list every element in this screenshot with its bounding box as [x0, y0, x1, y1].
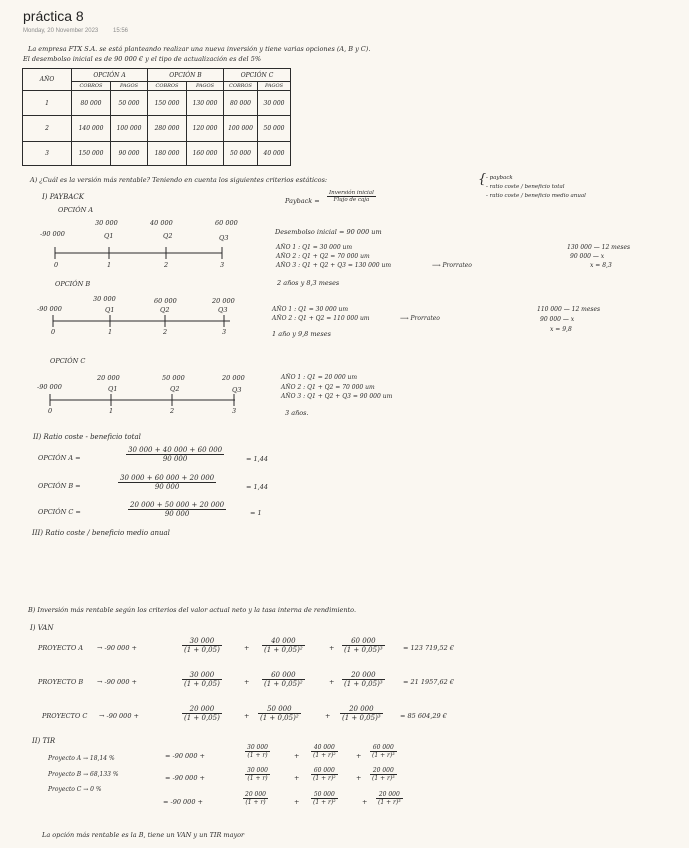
van-term: 30 000 (1 + 0,05)	[184, 637, 220, 654]
prorrateo-arrow: ⟶ Prorrateo	[400, 315, 440, 322]
ratio-result: = 1,44	[246, 483, 268, 491]
tir-term: 50 000 (1 + r)²	[313, 791, 336, 806]
van-term: 20 000 (1 + 0,05)³	[344, 671, 383, 688]
intro-line-1: La empresa FTX S.A. se está planteando realizar una nueva inversión y tiene varias opciones (A, B y C).	[28, 45, 371, 53]
van-result: = 123 719,52 €	[403, 644, 454, 652]
plus-sign: +	[356, 752, 362, 760]
table-subheader: PAGOS	[187, 82, 224, 91]
plus-sign: +	[325, 712, 331, 720]
table-cell: 1	[23, 91, 72, 116]
criteria-item: - ratio coste / beneficio total	[486, 184, 565, 190]
timeline-flow: 20 000	[222, 374, 245, 382]
prorrateo-arrow: ⟶ Prorrateo	[432, 262, 472, 269]
timeline-tick: 1	[108, 328, 113, 336]
table-subheader: COBROS	[224, 82, 258, 91]
timeline-flow: 50 000	[162, 374, 185, 382]
table-option-header: OPCIÓN A	[72, 69, 148, 82]
timeline-flow: 30 000	[93, 295, 116, 303]
page-date: Monday, 20 November 2023	[23, 28, 99, 34]
calc-line: AÑO 1 : Q1 = 30 000 um	[276, 244, 353, 251]
table-cell: 80 000	[224, 91, 258, 116]
payback-formula-label: Payback =	[285, 197, 320, 205]
timeline-tick: 2	[163, 328, 168, 336]
van-label: PROYECTO B	[38, 678, 84, 686]
page-title: práctica 8	[23, 8, 84, 24]
timeline-flow: 20 000	[212, 297, 235, 305]
plus-sign: +	[294, 774, 300, 782]
timeline-flow: 60 000	[215, 219, 238, 227]
timeline-start: -90 000	[40, 230, 65, 238]
plus-sign: +	[294, 798, 300, 806]
timeline-tick: 3	[232, 407, 237, 415]
table-cell: 50 000	[258, 116, 291, 142]
tir-prefix: = -90 000 +	[165, 774, 205, 782]
intro-line-2: El desembolso inicial es de 90 000 € y el tipo de actualización es del 5%	[23, 55, 262, 63]
table-cell: 3	[23, 142, 72, 166]
table-cell: 150 000	[72, 142, 111, 166]
table-subheader: COBROS	[148, 82, 187, 91]
table-cell: 160 000	[187, 142, 224, 166]
timeline-tick: 2	[170, 407, 175, 415]
timeline-q: Q3	[232, 386, 242, 394]
table-subheader: COBROS	[72, 82, 111, 91]
table-cell: 100 000	[111, 116, 148, 142]
timeline-flow: 40 000	[150, 219, 173, 227]
plus-sign: +	[329, 678, 335, 686]
van-term: 30 000 (1 + 0,05)	[184, 671, 220, 688]
plus-sign: +	[362, 798, 368, 806]
table-row	[23, 116, 291, 142]
ratio-total-heading: II) Ratio coste - beneficio total	[33, 433, 141, 441]
timeline-b	[48, 314, 234, 328]
plus-sign: +	[244, 678, 250, 686]
table-cell: 130 000	[187, 91, 224, 116]
timeline-c	[45, 393, 239, 407]
plus-sign: +	[329, 644, 335, 652]
question-a: A) ¿Cuál es la versión más rentable? Teniendo en cuenta los siguientes criterios estáticos:	[30, 176, 328, 184]
timeline-start: -90 000	[37, 383, 62, 391]
ratio-result: = 1	[250, 509, 262, 517]
ratio-label: OPCIÓN C =	[38, 508, 81, 516]
plus-sign: +	[244, 712, 250, 720]
prorrateo-line: 90 000 — x	[570, 253, 605, 260]
option-b-label: OPCIÓN B	[55, 280, 91, 288]
plus-sign: +	[294, 752, 300, 760]
ratio-result: = 1,44	[246, 455, 268, 463]
table-cell: 280 000	[148, 116, 187, 142]
page-time: 15:56	[113, 28, 129, 34]
van-label: PROYECTO A	[38, 644, 84, 652]
tir-label: Proyecto B → 68,133 %	[48, 771, 119, 778]
calc-line: AÑO 1 : Q1 = 30 000 um	[272, 306, 349, 313]
timeline-flow: 20 000	[97, 374, 120, 382]
calc-line: AÑO 3 : Q1 + Q2 + Q3 = 130 000 um	[276, 262, 392, 269]
table-subheader: PAGOS	[258, 82, 291, 91]
criteria-item: - ratio coste / beneficio medio anual	[486, 193, 586, 199]
table-cell: 100 000	[224, 116, 258, 142]
calc-line: AÑO 2 : Q1 + Q2 = 70 000 um	[281, 384, 375, 391]
calc-line: AÑO 1 : Q1 = 20 000 um	[281, 374, 358, 381]
payback-formula: Inversión inicial Flujo de caja	[329, 190, 374, 203]
table-option-header: OPCIÓN B	[148, 69, 224, 82]
van-term: 60 000 (1 + 0,05)²	[264, 671, 303, 688]
timeline-q: Q1	[108, 385, 118, 393]
table-subheader: PAGOS	[111, 82, 148, 91]
timeline-q: Q2	[160, 306, 170, 314]
criteria-brace: {	[478, 172, 487, 187]
tir-label: Proyecto A → 18,14 %	[48, 755, 115, 762]
van-label: PROYECTO C	[42, 712, 88, 720]
timeline-q: Q1	[104, 232, 114, 240]
payback-heading: I) PAYBACK	[42, 193, 84, 201]
van-term: 20 000 (1 + 0,05)³	[342, 705, 381, 722]
van-prefix: → -90 000 +	[97, 678, 137, 686]
timeline-flow: 30 000	[95, 219, 118, 227]
table-row	[23, 142, 291, 166]
timeline-q: Q2	[163, 232, 173, 240]
tir-term: 20 000 (1 + r)³	[372, 767, 395, 782]
ratio-fraction: 30 000 + 60 000 + 20 000 90 000	[120, 474, 215, 491]
timeline-q: Q1	[105, 306, 115, 314]
van-heading: I) VAN	[30, 624, 54, 632]
van-result: = 85 604,29 €	[400, 712, 447, 720]
van-prefix: → -90 000 +	[99, 712, 139, 720]
timeline-a	[50, 246, 230, 260]
table-year-header: AÑO	[23, 69, 72, 91]
table-cell: 120 000	[187, 116, 224, 142]
prorrateo-line: 110 000 — 12 meses	[537, 306, 601, 313]
option-a-label: OPCIÓN A	[58, 206, 94, 214]
ratio-label: OPCIÓN B =	[38, 482, 81, 490]
table-cell: 40 000	[258, 142, 291, 166]
calc-line: AÑO 2 : Q1 + Q2 = 70 000 um	[276, 253, 370, 260]
option-c-label: OPCIÓN C	[50, 357, 86, 365]
timeline-tick: 0	[48, 407, 53, 415]
timeline-tick: 3	[222, 328, 227, 336]
van-term: 40 000 (1 + 0,05)²	[264, 637, 303, 654]
ratio-fraction: 20 000 + 50 000 + 20 000 90 000	[130, 501, 225, 518]
table-cell: 180 000	[148, 142, 187, 166]
plus-sign: +	[244, 644, 250, 652]
tir-heading: II) TIR	[32, 737, 56, 745]
payback-result: 3 años.	[285, 409, 309, 417]
timeline-tick: 0	[51, 328, 56, 336]
van-term: 60 000 (1 + 0,05)³	[344, 637, 383, 654]
calc-line: AÑO 3 : Q1 + Q2 + Q3 = 90 000 um	[281, 393, 393, 400]
ratio-label: OPCIÓN A =	[38, 454, 81, 462]
van-prefix: → -90 000 +	[97, 644, 137, 652]
timeline-tick: 1	[107, 261, 112, 269]
table-option-header: OPCIÓN C	[224, 69, 291, 82]
timeline-flow: 60 000	[154, 297, 177, 305]
table-cell: 90 000	[111, 142, 148, 166]
tir-term: 30 000 (1 + r)	[247, 767, 268, 782]
timeline-tick: 1	[109, 407, 114, 415]
timeline-start: -90 000	[37, 305, 62, 313]
tir-prefix: = -90 000 +	[163, 798, 203, 806]
plus-sign: +	[356, 774, 362, 782]
tir-term: 60 000 (1 + r)³	[372, 744, 395, 759]
table-cell: 50 000	[111, 91, 148, 116]
cashflow-table	[22, 68, 291, 166]
tir-term: 20 000 (1 + r)	[245, 791, 266, 806]
desembolso-inicial: Desembolso inicial = 90 000 um	[275, 228, 382, 236]
criteria-item: - payback	[486, 175, 513, 181]
tir-term: 20 000 (1 + r)³	[378, 791, 401, 806]
table-cell: 150 000	[148, 91, 187, 116]
table-row	[23, 91, 291, 116]
timeline-tick: 3	[220, 261, 225, 269]
prorrateo-line: 90 000 — x	[540, 316, 575, 323]
prorrateo-line: x = 9,8	[550, 326, 572, 333]
ratio-anual-heading: III) Ratio coste / beneficio medio anual	[32, 529, 170, 537]
conclusion: La opción más rentable es la B, tiene un VAN y un TIR mayor	[42, 831, 245, 839]
timeline-tick: 0	[54, 261, 59, 269]
tir-prefix: = -90 000 +	[165, 752, 205, 760]
table-cell: 30 000	[258, 91, 291, 116]
tir-term: 40 000 (1 + r)²	[313, 744, 336, 759]
van-term: 50 000 (1 + 0,05)²	[260, 705, 299, 722]
table-cell: 80 000	[72, 91, 111, 116]
part-b-heading: B) Inversión más rentable según los criterios del valor actual neto y la tasa interna de rendimiento.	[28, 606, 357, 614]
timeline-tick: 2	[164, 261, 169, 269]
payback-result: 2 años y 8,3 meses	[277, 279, 340, 287]
prorrateo-line: x = 8,3	[590, 262, 612, 269]
timeline-q: Q2	[170, 385, 180, 393]
prorrateo-line: 130 000 — 12 meses	[567, 244, 631, 251]
tir-label: Proyecto C → 0 %	[48, 786, 102, 793]
tir-term: 60 000 (1 + r)²	[313, 767, 336, 782]
van-result: = 21 1957,62 €	[403, 678, 454, 686]
table-cell: 2	[23, 116, 72, 142]
ratio-fraction: 30 000 + 40 000 + 60 000 90 000	[128, 446, 223, 463]
timeline-q: Q3	[218, 306, 228, 314]
payback-result: 1 año y 9,8 meses	[272, 330, 331, 338]
table-cell: 50 000	[224, 142, 258, 166]
tir-term: 30 000 (1 + r)	[247, 744, 268, 759]
calc-line: AÑO 2 : Q1 + Q2 = 110 000 um	[272, 315, 370, 322]
van-term: 20 000 (1 + 0,05)	[184, 705, 220, 722]
table-cell: 140 000	[72, 116, 111, 142]
timeline-q: Q3	[219, 234, 229, 242]
